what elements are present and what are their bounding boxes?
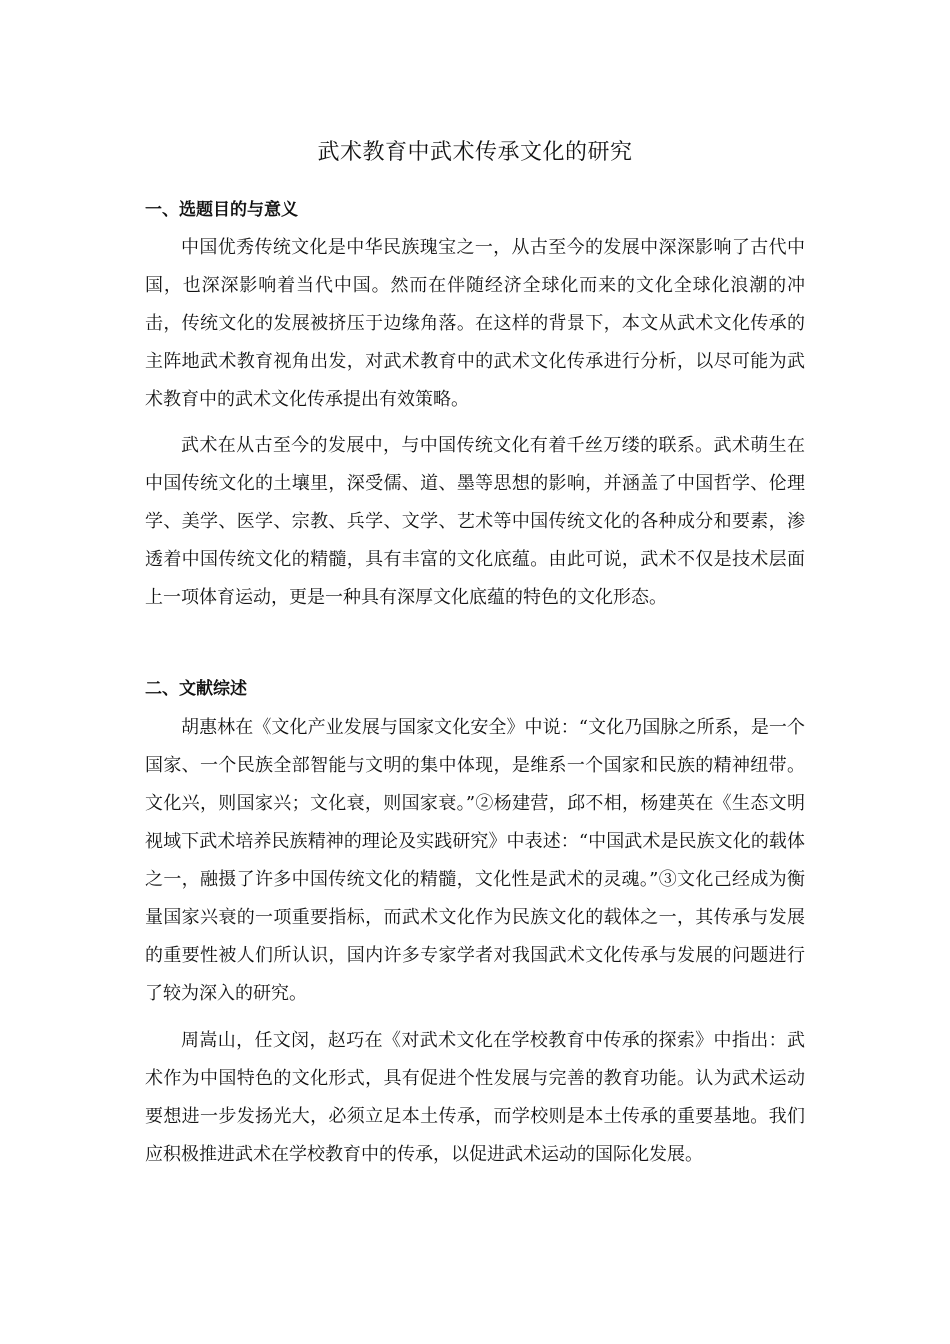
section-heading-purpose: 一、选题目的与意义: [145, 200, 298, 220]
paragraph-purpose-1: 中国优秀传统文化是中华民族瑰宝之一，从古至今的发展中深深影响了古代中国，也深深影响着当代中国。然而在伴随经济全球化而来的文化全球化浪潮的冲击，传统文化的发展被挤压于边缘角落。在这样的背景下，本文从武术文化传承的主阵地武术教育视角出发，对武术教育中的武术文化传承进行分析，以尽可能为武术教育中的武术文化传承提出有效策略。: [145, 237, 805, 410]
paragraph-literature-2: 周嵩山，任文闵，赵巧在《对武术文化在学校教育中传承的探索》中指出：武术作为中国特色的文化形式，具有促进个性发展与完善的教育功能。认为武术运动要想进一步发扬光大，必须立足本土传承，而学校则是本土传承的重要基地。我们应积极推进武术在学校教育中的传承，以促进武术运动的国际化发展。: [145, 1030, 805, 1165]
section-heading-literature: 二、文献综述: [145, 679, 247, 699]
paragraph-literature-1: 胡惠林在《文化产业发展与国家文化安全》中说：“文化乃国脉之所系，是一个国家、一个民族全部智能与文明的集中体现，是维系一个国家和民族的精神纽带。文化兴，则国家兴；文化衰，则国家衰。”②杨建营，邱不相，杨建英在《生态文明视域下武术培养民族精神的理论及实践研究》中表述：“中国武术是民族文化的载体之一，融摄了许多中国传统文化的精髓，文化性是武术的灵魂。”③文化己经成为衡量国家兴衰的一项重要指标，而武术文化作为民族文化的载体之一，其传承与发展的重要性被人们所认识，国内许多专家学者对我国武术文化传承与发展的问题进行了较为深入的研究。: [145, 717, 805, 1004]
paragraph-purpose-2: 武术在从古至今的发展中，与中国传统文化有着千丝万缕的联系。武术萌生在中国传统文化的土壤里，深受儒、道、墨等思想的影响，并涵盖了中国哲学、伦理学、美学、医学、宗教、兵学、文学、艺术等中国传统文化的各种成分和要素，渗透着中国传统文化的精髓，具有丰富的文化底蕴。由此可说，武术不仅是技术层面上一项体育运动，更是一种具有深厚文化底蕴的特色的文化形态。: [145, 435, 805, 608]
document-title: 武术教育中武术传承文化的研究: [317, 140, 633, 165]
